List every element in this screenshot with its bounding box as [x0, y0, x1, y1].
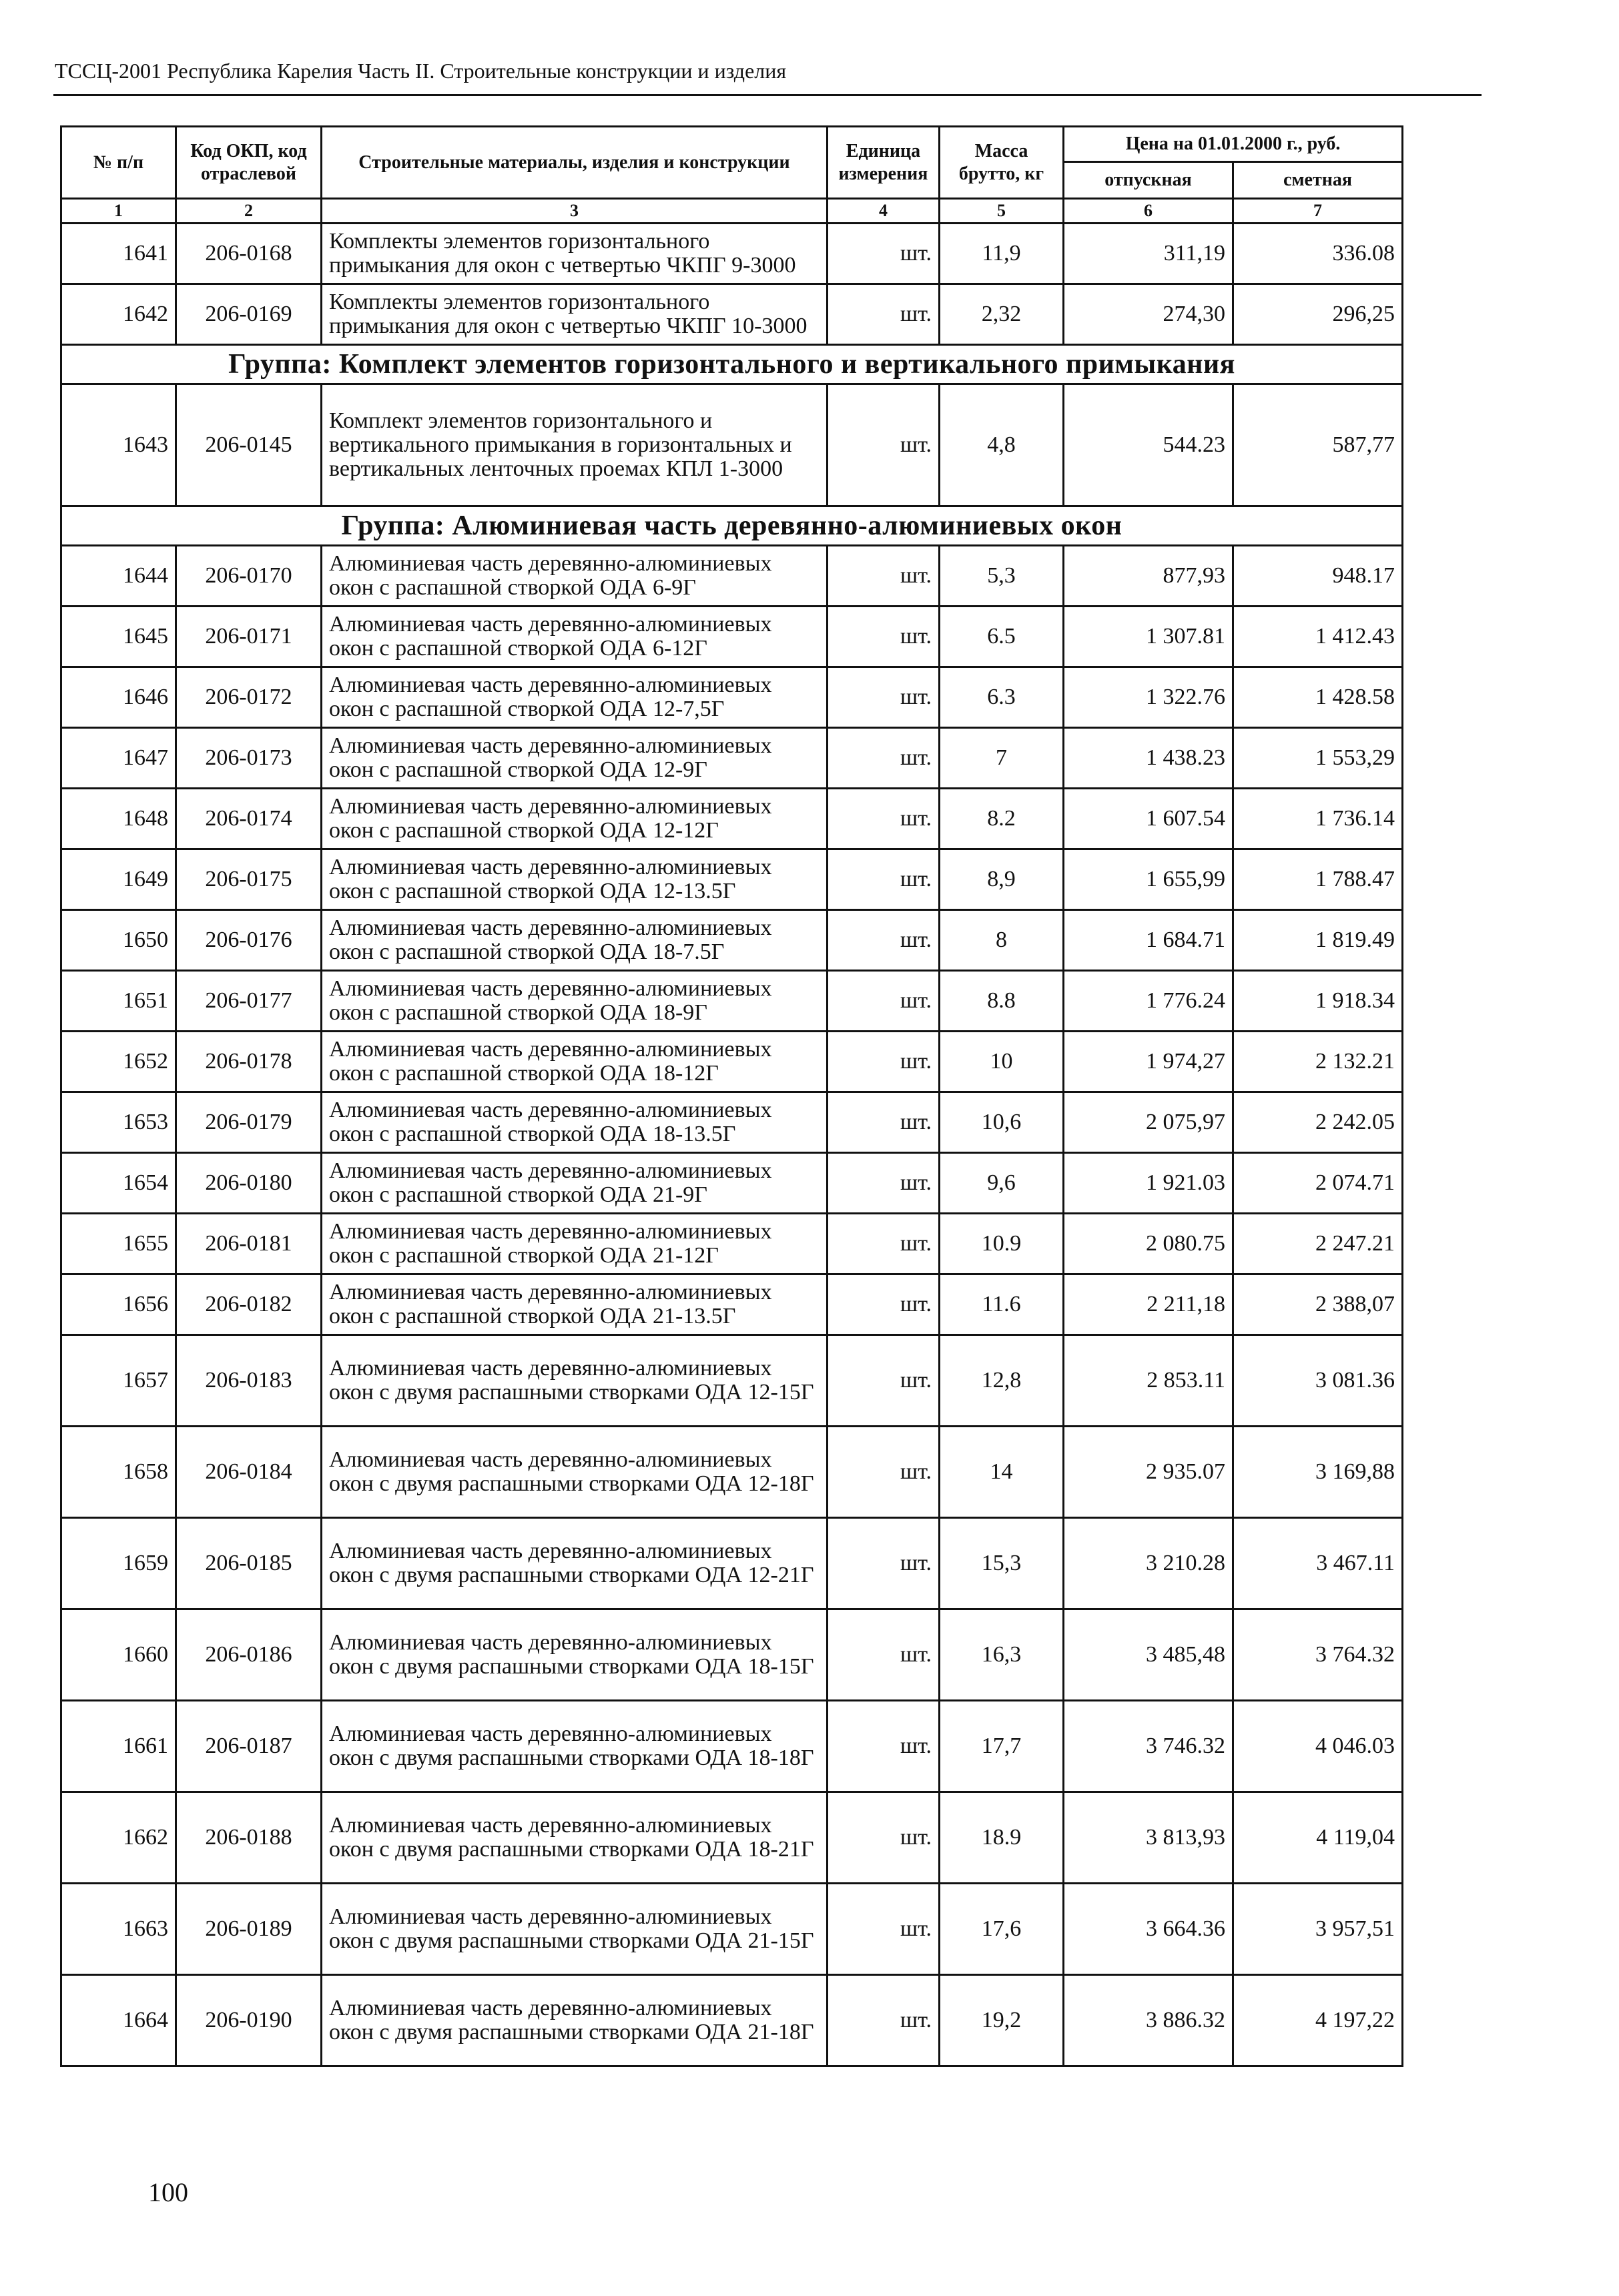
material-name: Алюминиевая часть деревянно-алюминиевых окон с распашной створкой ОДА 12-13.5Г: [322, 849, 828, 910]
table-row: [61, 1153, 1403, 1214]
price-release: 3 746.32: [1064, 1701, 1233, 1792]
page-header: ТССЦ-2001 Республика Карелия Часть II. Строительные конструкции и изделия: [55, 59, 787, 83]
table-row: [61, 284, 1403, 345]
price-estimate: 3 764.32: [1233, 1609, 1403, 1701]
column-number: 5: [940, 199, 1064, 224]
table-row: [61, 1092, 1403, 1153]
mass: 19,2: [940, 1975, 1064, 2066]
price-release: 2 853.11: [1064, 1335, 1233, 1427]
okp-code: 206-0171: [176, 607, 322, 667]
material-name: Алюминиевая часть деревянно-алюминиевых окон с распашной створкой ОДА 6-9Г: [322, 546, 828, 607]
price-release: 877,93: [1064, 546, 1233, 607]
material-name: Алюминиевая часть деревянно-алюминиевых окон с распашной створкой ОДА 21-12Г: [322, 1214, 828, 1274]
table-row: [61, 1274, 1403, 1335]
mass: 16,3: [940, 1609, 1064, 1701]
unit: шт.: [828, 384, 940, 506]
table-row: [61, 910, 1403, 971]
mass: 4,8: [940, 384, 1064, 506]
row-number: 1661: [61, 1701, 176, 1792]
unit: шт.: [828, 1609, 940, 1701]
mass: 8.8: [940, 971, 1064, 1032]
price-release: 1 307.81: [1064, 607, 1233, 667]
okp-code: 206-0187: [176, 1701, 322, 1792]
material-name: Алюминиевая часть деревянно-алюминиевых окон с двумя распашными створками ОДА 18-15Г: [322, 1609, 828, 1701]
price-release: 1 607.54: [1064, 789, 1233, 849]
column-number: 2: [176, 199, 322, 224]
table-row: [61, 384, 1403, 506]
material-name: Алюминиевая часть деревянно-алюминиевых окон с двумя распашными створками ОДА 12-18Г: [322, 1427, 828, 1518]
material-name: Комплекты элементов горизонтального примыкания для окон с четвертью ЧКПГ 9-3000: [322, 224, 828, 284]
price-release: 1 322.76: [1064, 667, 1233, 728]
price-estimate: 948.17: [1233, 546, 1403, 607]
price-table: [60, 125, 1403, 2067]
unit: шт.: [828, 1153, 940, 1214]
unit: шт.: [828, 546, 940, 607]
price-estimate: 3 467.11: [1233, 1518, 1403, 1609]
table-row: [61, 728, 1403, 789]
mass: 11.6: [940, 1274, 1064, 1335]
header-divider: [53, 94, 1482, 96]
price-estimate: 1 428.58: [1233, 667, 1403, 728]
row-number: 1649: [61, 849, 176, 910]
row-number: 1658: [61, 1427, 176, 1518]
okp-code: 206-0181: [176, 1214, 322, 1274]
unit: шт.: [828, 667, 940, 728]
mass: 6.3: [940, 667, 1064, 728]
row-number: 1655: [61, 1214, 176, 1274]
group-row: [61, 506, 1403, 546]
material-name: Алюминиевая часть деревянно-алюминиевых окон с распашной створкой ОДА 18-7.5Г: [322, 910, 828, 971]
table-row: [61, 607, 1403, 667]
price-release: 1 655,99: [1064, 849, 1233, 910]
row-number: 1654: [61, 1153, 176, 1214]
table-body: [61, 224, 1403, 2066]
material-name: Алюминиевая часть деревянно-алюминиевых окон с распашной створкой ОДА 21-13.5Г: [322, 1274, 828, 1335]
row-number: 1644: [61, 546, 176, 607]
table-row: [61, 224, 1403, 284]
mass: 9,6: [940, 1153, 1064, 1214]
price-release: 2 211,18: [1064, 1274, 1233, 1335]
unit: шт.: [828, 607, 940, 667]
unit: шт.: [828, 1092, 940, 1153]
row-number: 1641: [61, 224, 176, 284]
mass: 14: [940, 1427, 1064, 1518]
okp-code: 206-0168: [176, 224, 322, 284]
price-estimate: 2 247.21: [1233, 1214, 1403, 1274]
mass: 12,8: [940, 1335, 1064, 1427]
unit: шт.: [828, 728, 940, 789]
material-name: Алюминиевая часть деревянно-алюминиевых окон с двумя распашными створками ОДА 12-21Г: [322, 1518, 828, 1609]
okp-code: 206-0186: [176, 1609, 322, 1701]
table-row: [61, 849, 1403, 910]
column-number: 4: [828, 199, 940, 224]
material-name: Алюминиевая часть деревянно-алюминиевых окон с распашной створкой ОДА 12-9Г: [322, 728, 828, 789]
material-name: Алюминиевая часть деревянно-алюминиевых окон с двумя распашными створками ОДА 18-18Г: [322, 1701, 828, 1792]
row-number: 1657: [61, 1335, 176, 1427]
okp-code: 206-0185: [176, 1518, 322, 1609]
table-row: [61, 1792, 1403, 1884]
table-row: [61, 1884, 1403, 1975]
price-release: 544.23: [1064, 384, 1233, 506]
row-number: 1646: [61, 667, 176, 728]
table-row: [61, 1518, 1403, 1609]
price-estimate: 1 788.47: [1233, 849, 1403, 910]
okp-code: 206-0174: [176, 789, 322, 849]
okp-code: 206-0182: [176, 1274, 322, 1335]
table-row: [61, 1427, 1403, 1518]
row-number: 1656: [61, 1274, 176, 1335]
column-number-row: [61, 199, 1403, 224]
mass: 8: [940, 910, 1064, 971]
unit: шт.: [828, 1975, 940, 2066]
row-number: 1664: [61, 1975, 176, 2066]
table-row: [61, 1335, 1403, 1427]
header-price-release: отпускная: [1064, 162, 1233, 199]
mass: 18.9: [940, 1792, 1064, 1884]
unit: шт.: [828, 1792, 940, 1884]
price-release: 2 075,97: [1064, 1092, 1233, 1153]
okp-code: 206-0180: [176, 1153, 322, 1214]
row-number: 1642: [61, 284, 176, 345]
price-estimate: 1 412.43: [1233, 607, 1403, 667]
price-estimate: 2 074.71: [1233, 1153, 1403, 1214]
row-number: 1663: [61, 1884, 176, 1975]
price-estimate: 3 957,51: [1233, 1884, 1403, 1975]
page-number: 100: [148, 2177, 188, 2207]
unit: шт.: [828, 789, 940, 849]
price-release: 1 776.24: [1064, 971, 1233, 1032]
table-header: [61, 127, 1403, 224]
table-row: [61, 1032, 1403, 1092]
column-number: 3: [322, 199, 828, 224]
mass: 7: [940, 728, 1064, 789]
price-release: 2 935.07: [1064, 1427, 1233, 1518]
mass: 10,6: [940, 1092, 1064, 1153]
header-unit: Единица измерения: [828, 127, 940, 199]
row-number: 1662: [61, 1792, 176, 1884]
unit: шт.: [828, 1518, 940, 1609]
okp-code: 206-0170: [176, 546, 322, 607]
material-name: Алюминиевая часть деревянно-алюминиевых окон с распашной створкой ОДА 12-7,5Г: [322, 667, 828, 728]
price-estimate: 1 918.34: [1233, 971, 1403, 1032]
unit: шт.: [828, 224, 940, 284]
material-name: Алюминиевая часть деревянно-алюминиевых окон с распашной створкой ОДА 18-13.5Г: [322, 1092, 828, 1153]
material-name: Алюминиевая часть деревянно-алюминиевых окон с двумя распашными створками ОДА 21-15Г: [322, 1884, 828, 1975]
okp-code: 206-0176: [176, 910, 322, 971]
group-row: [61, 345, 1403, 384]
mass: 10: [940, 1032, 1064, 1092]
material-name: Алюминиевая часть деревянно-алюминиевых окон с распашной створкой ОДА 18-12Г: [322, 1032, 828, 1092]
row-number: 1645: [61, 607, 176, 667]
price-estimate: 4 197,22: [1233, 1975, 1403, 2066]
okp-code: 206-0184: [176, 1427, 322, 1518]
material-name: Алюминиевая часть деревянно-алюминиевых окон с двумя распашными створками ОДА 18-21Г: [322, 1792, 828, 1884]
unit: шт.: [828, 1335, 940, 1427]
unit: шт.: [828, 1032, 940, 1092]
header-price-estimate: сметная: [1233, 162, 1403, 199]
price-estimate: 1 819.49: [1233, 910, 1403, 971]
header-material-name: Строительные материалы, изделия и конструкции: [322, 127, 828, 199]
header-price-group: Цена на 01.01.2000 г., руб.: [1064, 127, 1403, 162]
mass: 17,6: [940, 1884, 1064, 1975]
row-number: 1652: [61, 1032, 176, 1092]
okp-code: 206-0190: [176, 1975, 322, 2066]
okp-code: 206-0175: [176, 849, 322, 910]
material-name: Комплекты элементов горизонтального примыкания для окон с четвертью ЧКПГ 10-3000: [322, 284, 828, 345]
mass: 8,9: [940, 849, 1064, 910]
price-release: 311,19: [1064, 224, 1233, 284]
column-number: 7: [1233, 199, 1403, 224]
table-row: [61, 1214, 1403, 1274]
row-number: 1651: [61, 971, 176, 1032]
mass: 10.9: [940, 1214, 1064, 1274]
price-estimate: 2 388,07: [1233, 1274, 1403, 1335]
material-name: Алюминиевая часть деревянно-алюминиевых окон с двумя распашными створками ОДА 12-15Г: [322, 1335, 828, 1427]
group-title: Группа: Алюминиевая часть деревянно-алюминиевых окон: [61, 506, 1403, 546]
okp-code: 206-0172: [176, 667, 322, 728]
material-name: Алюминиевая часть деревянно-алюминиевых окон с распашной створкой ОДА 21-9Г: [322, 1153, 828, 1214]
table-row: [61, 667, 1403, 728]
mass: 6.5: [940, 607, 1064, 667]
okp-code: 206-0188: [176, 1792, 322, 1884]
table-row: [61, 971, 1403, 1032]
unit: шт.: [828, 1701, 940, 1792]
row-number: 1650: [61, 910, 176, 971]
mass: 11,9: [940, 224, 1064, 284]
mass: 5,3: [940, 546, 1064, 607]
price-estimate: 2 132.21: [1233, 1032, 1403, 1092]
price-release: 1 921.03: [1064, 1153, 1233, 1214]
price-estimate: 3 081.36: [1233, 1335, 1403, 1427]
price-estimate: 2 242.05: [1233, 1092, 1403, 1153]
unit: шт.: [828, 1884, 940, 1975]
row-number: 1643: [61, 384, 176, 506]
price-estimate: 1 553,29: [1233, 728, 1403, 789]
price-release: 1 974,27: [1064, 1032, 1233, 1092]
row-number: 1659: [61, 1518, 176, 1609]
mass: 17,7: [940, 1701, 1064, 1792]
price-estimate: 336.08: [1233, 224, 1403, 284]
price-estimate: 296,25: [1233, 284, 1403, 345]
price-estimate: 587,77: [1233, 384, 1403, 506]
row-number: 1660: [61, 1609, 176, 1701]
price-estimate: 1 736.14: [1233, 789, 1403, 849]
okp-code: 206-0179: [176, 1092, 322, 1153]
mass: 15,3: [940, 1518, 1064, 1609]
header-num: № п/п: [61, 127, 176, 199]
unit: шт.: [828, 910, 940, 971]
unit: шт.: [828, 284, 940, 345]
material-name: Алюминиевая часть деревянно-алюминиевых окон с распашной створкой ОДА 6-12Г: [322, 607, 828, 667]
mass: 8.2: [940, 789, 1064, 849]
mass: 2,32: [940, 284, 1064, 345]
material-name: Алюминиевая часть деревянно-алюминиевых окон с двумя распашными створками ОДА 21-18Г: [322, 1975, 828, 2066]
price-release: 2 080.75: [1064, 1214, 1233, 1274]
column-number: 6: [1064, 199, 1233, 224]
header-okp-code: Код ОКП, код отраслевой: [176, 127, 322, 199]
price-release: 274,30: [1064, 284, 1233, 345]
material-name: Алюминиевая часть деревянно-алюминиевых окон с распашной створкой ОДА 18-9Г: [322, 971, 828, 1032]
unit: шт.: [828, 1427, 940, 1518]
unit: шт.: [828, 1274, 940, 1335]
okp-code: 206-0173: [176, 728, 322, 789]
okp-code: 206-0189: [176, 1884, 322, 1975]
material-name: Алюминиевая часть деревянно-алюминиевых окон с распашной створкой ОДА 12-12Г: [322, 789, 828, 849]
price-release: 3 210.28: [1064, 1518, 1233, 1609]
price-estimate: 4 046.03: [1233, 1701, 1403, 1792]
row-number: 1648: [61, 789, 176, 849]
material-name: Комплект элементов горизонтального и вертикального примыкания в горизонтальных и вертикальных ленточных проемах КПЛ 1-3000: [322, 384, 828, 506]
group-title: Группа: Комплект элементов горизонтального и вертикального примыкания: [61, 345, 1403, 384]
row-number: 1647: [61, 728, 176, 789]
price-estimate: 3 169,88: [1233, 1427, 1403, 1518]
okp-code: 206-0177: [176, 971, 322, 1032]
okp-code: 206-0178: [176, 1032, 322, 1092]
table-row: [61, 789, 1403, 849]
okp-code: 206-0145: [176, 384, 322, 506]
price-release: 1 684.71: [1064, 910, 1233, 971]
unit: шт.: [828, 971, 940, 1032]
price-estimate: 4 119,04: [1233, 1792, 1403, 1884]
row-number: 1653: [61, 1092, 176, 1153]
column-number: 1: [61, 199, 176, 224]
table-row: [61, 546, 1403, 607]
okp-code: 206-0183: [176, 1335, 322, 1427]
price-release: 3 664.36: [1064, 1884, 1233, 1975]
price-release: 3 886.32: [1064, 1975, 1233, 2066]
price-release: 1 438.23: [1064, 728, 1233, 789]
price-release: 3 813,93: [1064, 1792, 1233, 1884]
unit: шт.: [828, 849, 940, 910]
table-row: [61, 1701, 1403, 1792]
table-row: [61, 1609, 1403, 1701]
table-row: [61, 1975, 1403, 2066]
okp-code: 206-0169: [176, 284, 322, 345]
unit: шт.: [828, 1214, 940, 1274]
price-release: 3 485,48: [1064, 1609, 1233, 1701]
header-mass: Масса брутто, кг: [940, 127, 1064, 199]
